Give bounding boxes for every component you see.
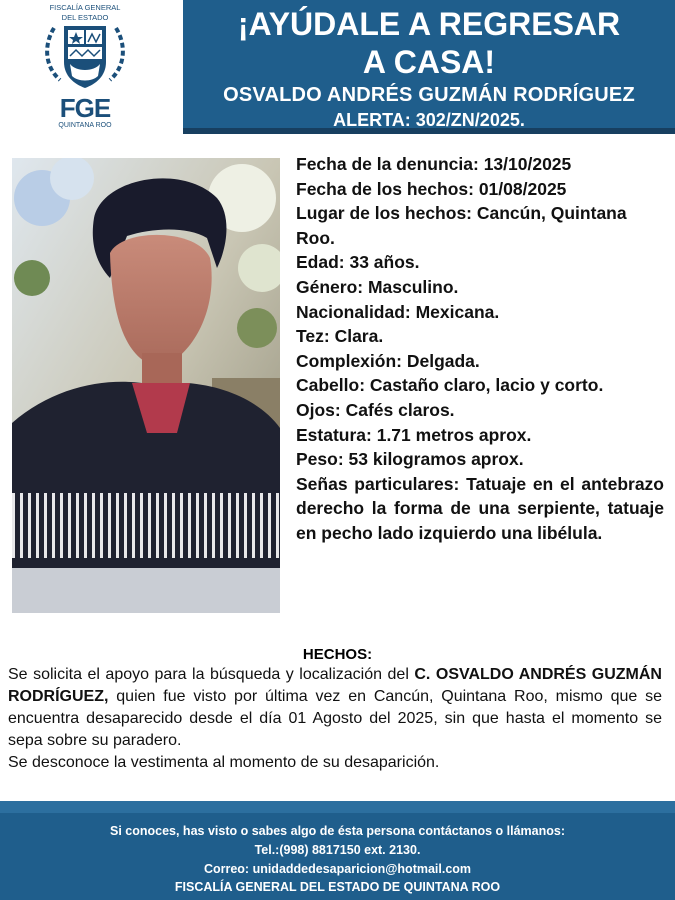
detail-event-place: Lugar de los hechos: Cancún, Quintana Roo. (296, 203, 627, 248)
agency-name: FISCALÍA GENERAL DEL ESTADO DE QUINTANA ROO (174, 880, 501, 894)
detail-build: Complexión: Delgada. (296, 350, 480, 371)
detail-distinguishing-marks: Señas particulares: Tatuaje en el antebrazo derecho la forma de una serpiente, tatuaje en pecho lado izquierdo una libélula. (296, 473, 664, 543)
fge-logo (20, 2, 150, 132)
detail-nationality: Nacionalidad: Mexicana. (296, 301, 500, 322)
contact-email[interactable]: Correo: unidaddedesaparicion@hotmail.com (203, 862, 472, 876)
title-line-1: ¡AYÚDALE A REGRESAR (237, 6, 621, 42)
detail-age: Edad: 33 años. (296, 252, 420, 273)
detail-event-date: Fecha de los hechos: 01/08/2025 (296, 178, 567, 199)
header (0, 0, 675, 134)
logo-bottom-text: QUINTANA ROO (58, 122, 112, 129)
facts-text-before: Se solicita el apoyo para la búsqueda y localización del (8, 666, 415, 683)
alert-number: ALERTA: 302/ZN/2025. (333, 110, 525, 130)
facts-text-after: quien fue visto por última vez en Cancún, Quintana Roo, mismo que se encuentra desaparecido desde el día 01 Agosto del 2025, sin que hasta el momento se sepa sobre su paradero. (8, 688, 662, 749)
person-details (296, 152, 664, 546)
logo-top-text-2: DEL ESTADO (61, 13, 109, 22)
contact-phone[interactable]: Tel.:(998) 8817150 ext. 2130. (254, 843, 421, 857)
missing-person-photo (12, 158, 280, 613)
person-portrait-image (12, 158, 280, 613)
shield-emblem-icon (40, 22, 130, 90)
detail-eyes: Ojos: Cafés claros. (296, 399, 455, 420)
detail-complexion-skin: Tez: Clara. (296, 326, 384, 347)
detail-gender: Género: Masculino. (296, 276, 459, 297)
facts-paragraph-2: Se desconoce la vestimenta al momento de su desaparición. (8, 754, 440, 771)
logo-letters: FGE (59, 93, 111, 123)
detail-height: Estatura: 1.71 metros aprox. (296, 424, 532, 445)
person-name: OSVALDO ANDRÉS GUZMÁN RODRÍGUEZ (223, 84, 635, 106)
detail-hair: Cabello: Castaño claro, lacio y corto. (296, 375, 604, 396)
detail-weight: Peso: 53 kilogramos aprox. (296, 449, 524, 470)
detail-complaint-date: Fecha de la denuncia: 13/10/2025 (296, 154, 572, 174)
facts-paragraph-1 (8, 664, 662, 752)
title-line-2: A CASA! (362, 44, 496, 80)
contact-prompt: Si conoces, has visto o sabes algo de ésta persona contáctanos o llámanos: (109, 824, 565, 838)
footer-top-band (0, 801, 675, 813)
logo-top-text-1: FISCALÍA GENERAL (49, 3, 121, 12)
facts-person-name: C. OSVALDO ANDRÉS GUZMÁN RODRÍGUEZ, (8, 666, 662, 705)
facts-body (8, 664, 662, 774)
facts-heading: HECHOS: (302, 646, 373, 663)
